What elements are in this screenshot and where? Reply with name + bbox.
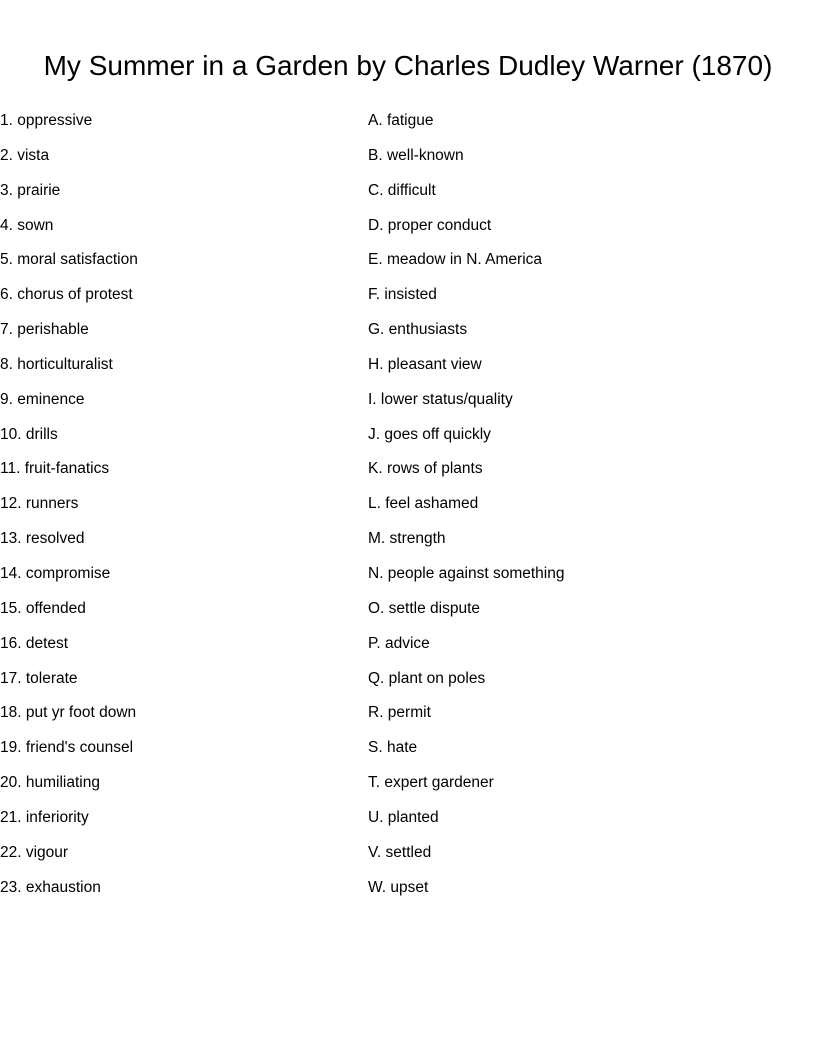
term-item: 23. exhaustion — [0, 878, 101, 896]
definition-item: L. feel ashamed — [368, 495, 479, 513]
page-title: My Summer in a Garden by Charles Dudley Warner (1870) — [43, 50, 773, 81]
term-item: 8. horticulturalist — [0, 355, 113, 373]
term-item: 12. runners — [0, 495, 79, 513]
term-item: 22. vigour — [0, 843, 69, 861]
definition-item: H. pleasant view — [368, 355, 482, 373]
term-item: 4. sown — [0, 216, 54, 234]
term-item: 17. tolerate — [0, 669, 78, 687]
term-item: 20. humiliating — [0, 774, 100, 792]
terms-list — [0, 104, 340, 905]
definition-item: T. expert gardener — [368, 774, 494, 792]
definition-item: J. goes off quickly — [368, 425, 491, 443]
term-item: 13. resolved — [0, 530, 85, 548]
term-item: 11. fruit-fanatics — [0, 460, 110, 478]
definition-item: G. enthusiasts — [368, 321, 468, 339]
definitions-list — [368, 104, 788, 905]
definition-item: D. proper conduct — [368, 216, 492, 234]
definition-item: N. people against something — [368, 564, 565, 582]
term-item: 21. inferiority — [0, 808, 89, 826]
term-item: 14. compromise — [0, 564, 111, 582]
term-item: 16. detest — [0, 634, 69, 652]
definition-item: W. upset — [368, 878, 429, 896]
definition-item: I. lower status/quality — [368, 390, 513, 408]
definition-item: R. permit — [368, 704, 431, 722]
term-item: 2. vista — [0, 146, 50, 164]
definition-item: F. insisted — [368, 286, 437, 304]
definition-item: Q. plant on poles — [368, 669, 486, 687]
definition-item: E. meadow in N. America — [368, 251, 543, 269]
term-item: 5. moral satisfaction — [0, 251, 138, 269]
term-item: 10. drills — [0, 425, 58, 443]
definition-item: S. hate — [368, 739, 418, 757]
definition-item: K. rows of plants — [368, 460, 483, 478]
term-item: 3. prairie — [0, 181, 61, 199]
term-item: 9. eminence — [0, 390, 85, 408]
definition-item: U. planted — [368, 808, 439, 826]
term-item: 19. friend's counsel — [0, 739, 134, 757]
definition-item: A. fatigue — [368, 112, 434, 129]
definition-item: M. strength — [368, 530, 446, 548]
term-item: 6. chorus of protest — [0, 286, 133, 304]
definition-item: O. settle dispute — [368, 599, 481, 617]
definition-item: C. difficult — [368, 181, 436, 199]
definition-item: B. well-known — [368, 146, 464, 164]
definition-item: P. advice — [368, 634, 430, 652]
term-item: 15. offended — [0, 599, 86, 617]
term-item: 18. put yr foot down — [0, 704, 137, 722]
term-item: 1. oppressive — [0, 112, 93, 129]
term-item: 7. perishable — [0, 321, 89, 339]
definition-item: V. settled — [368, 843, 432, 861]
